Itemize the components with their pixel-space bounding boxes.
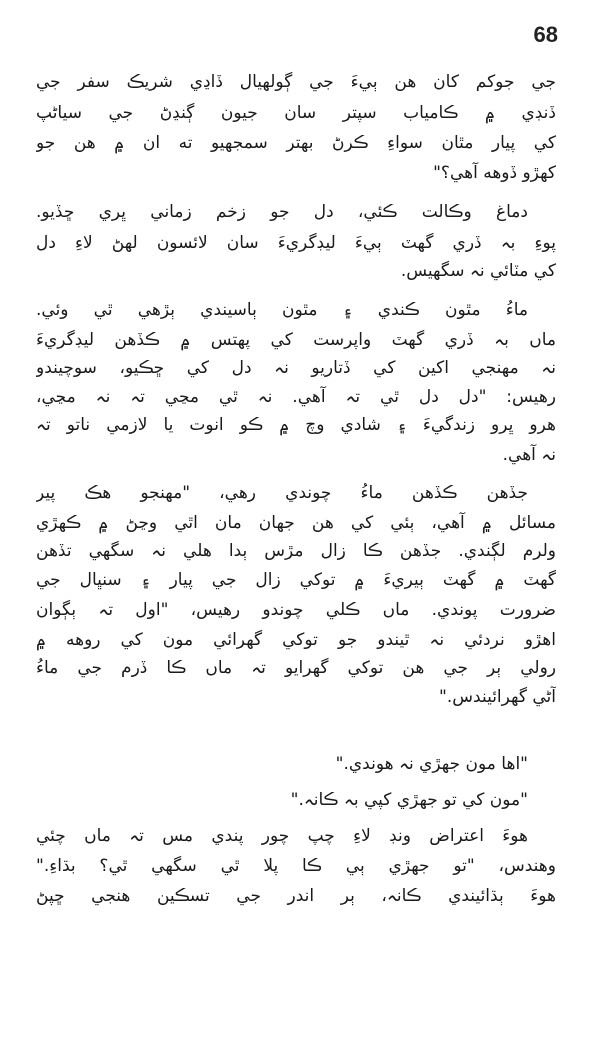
text-line: نہ آهي. — [502, 445, 556, 465]
text-line: رهيس: "دل دل ٿي تہ آهي. نہ ٿي مڃي تہ نہ مڃي، — [36, 387, 556, 407]
text-line: هوءَ ٻڌائيندي ڪانہ، ٻر اندر جي تسڪين هنجي ڇپڻ — [36, 886, 556, 906]
text-line: ماں بہ ڏري گهٽ واپرست کي پهتس ۾ ڪڏهن ليڊگريءَ — [36, 330, 556, 350]
dialogue-line: "مون کي تو جهڙي کپي بہ ڪانہ." — [290, 790, 528, 810]
text-line: گهٽ ۾ گهٽ ٻيريءَ ۾ توکي زال جي پيار ۽ سنڀال جي — [36, 570, 556, 590]
text-line: مسائل ۾ آهي، ٻئي کي هن جهان مان اٿي وڃڻ ۾ ڪهڙي — [36, 513, 556, 533]
page-number: 68 — [533, 22, 558, 47]
text-line: کهڙو ڏوهه آهي؟" — [433, 163, 556, 183]
paragraph-start: ماءُ مٿون ڪندي ۽ مٿون ٻاسيندي ٻڙهي ٿي وئي. — [36, 300, 528, 320]
text-line: کي پيار مٿان سواءِ ڪرڻ بهتر سمجهيو ته ان ۾ هن جو — [36, 133, 556, 153]
text-line: هرو ڀرو زندگيءَ ۽ شادي وچ ۾ ڪو انوت يا لازمي ناتو تہ — [36, 415, 556, 435]
text-line: آڻي گهرائيندس." — [439, 687, 556, 707]
paragraph-start: جڏهن ڪڏهن ماءُ چوندي رهي، "مهنجو هڪ پير — [36, 483, 528, 503]
paragraph-start: دماغ وڪالت ڪئي، دل جو زخم زماني ڀري ڇڏيو. — [36, 202, 528, 222]
text-line: نہ مهنجي اکين کي ڏتاريو نہ دل کي ڇڪيو، سوچيندو — [36, 358, 556, 378]
text-line: رولي ٻر جي هن توکي گهرايو تہ ماں ڪا ڏرم جي ماءُ — [36, 658, 556, 678]
text-line: ضرورت پوندي. ماں ڪلي چوندو رهيس، "اول تہ ٻڳوان — [36, 600, 556, 620]
text-line: کي مٽائي نہ سگهيس. — [400, 261, 556, 281]
text-line: پوءِ بہ ڏري گهٽ ٻيءَ ليڊگريءَ سان لائسون لهڻ لاءِ دل — [36, 233, 556, 253]
text-line: ولرم لڳندي. جڏهن ڪا زال مڙس ٻدا هلي نہ سگهي تڏهن — [36, 541, 556, 561]
text-line: جي جوکم کان هن ٻيءَ جي ڳولهيال ڏاڍي شريڪ سفر جي — [36, 72, 556, 92]
dialogue-line: "اها مون جهڙي نہ هوندي." — [335, 754, 528, 774]
text-line: اهڙو نردئي نہ ٿيندو جو توکي گهرائي مون کي روهه ۾ — [36, 630, 556, 650]
text-line: وهندس، "تو جهڙي ٻي ڪا پلا ٿي سگهي ٿي؟ بڌاءِ." — [36, 856, 556, 876]
paragraph-start: هوءَ اعتراض ونڊ لاءِ چپ چور پندي مس تہ ماں چئي — [36, 826, 528, 846]
text-line: ڏنڊي ۾ ڪامياب سپتر سان جيون ڳنڍڻ جي سياڻپ — [36, 103, 556, 123]
